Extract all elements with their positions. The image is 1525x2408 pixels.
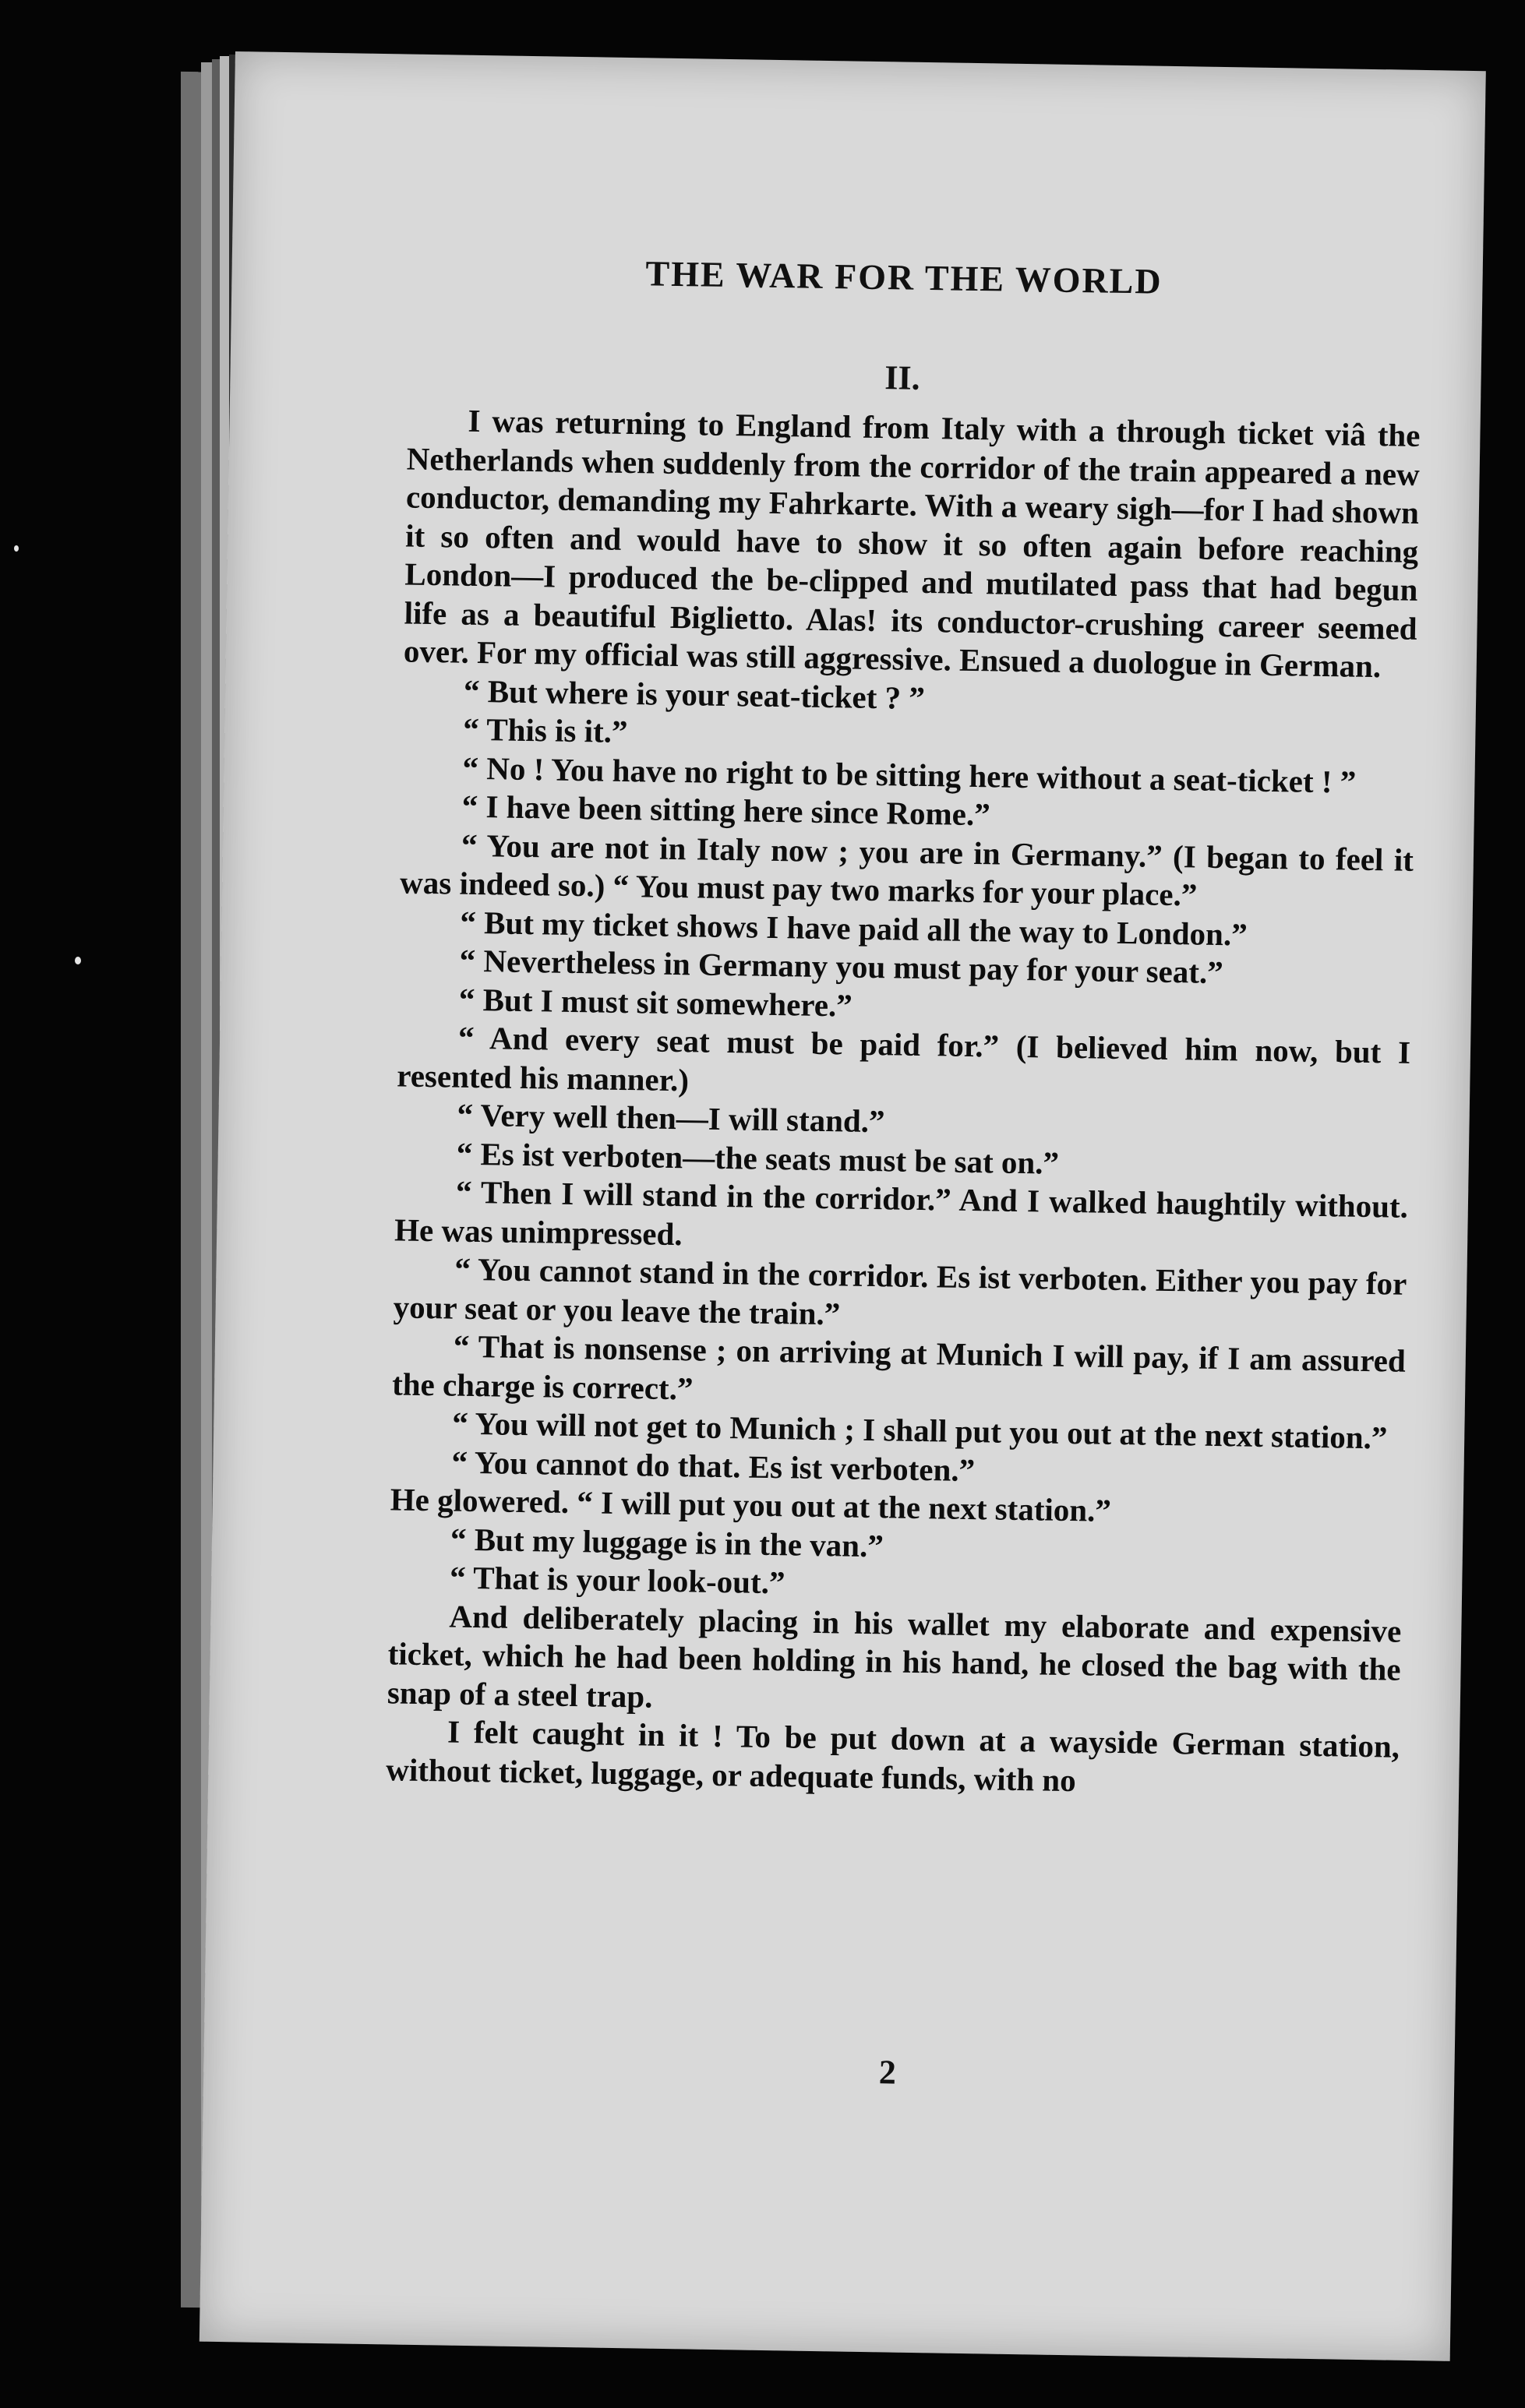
paragraph: He glowered. “ I will put you out at the next station.”: [390, 1481, 1112, 1528]
body-text: [386, 401, 1421, 1805]
page-number: 2: [878, 2053, 897, 2092]
paragraph: “ You are not in Italy now ; you are in Germany.” (I began to feel it was indeed so.) “ You must pay two marks for your place.”: [399, 827, 1414, 913]
section-number: II.: [884, 358, 921, 397]
speck: [14, 545, 19, 552]
paragraph: “ This is it.”: [463, 710, 628, 750]
paragraph: “ You cannot do that. Es ist verboten.”: [451, 1444, 976, 1488]
paragraph: “ And every seat must be paid for.” (I believed him now, but I resented his manner.): [397, 1019, 1411, 1098]
running-head: THE WAR FOR THE WORLD: [645, 253, 1163, 301]
paragraph: “ Es ist verboten—the seats must be sat on.”: [456, 1135, 1060, 1181]
paragraph: “ No ! You have no right to be sitting here without a seat-ticket ! ”: [462, 749, 1357, 800]
paragraph: I felt caught in it ! To be put down at a wayside German station, without ticket, luggage, or adequate funds, with no: [386, 1713, 1400, 1798]
paragraph: “ But where is your seat-ticket ? ”: [463, 672, 926, 716]
paragraph: “ Nevertheless in Germany you must pay for your seat.”: [459, 942, 1224, 991]
paragraph: And deliberately placing in his wallet my elaborate and expensive ticket, which he had been holding in his hand, he closed the bag with the snap of a steel trap.: [387, 1598, 1402, 1715]
paragraph: “ You cannot stand in the corridor. Es ist verboten. Either you pay for your seat or you leave the train.”: [393, 1250, 1407, 1331]
paragraph: “ You will not get to Munich ; I shall put you out at the next station.”: [452, 1405, 1388, 1456]
paragraph: “ Very well then—I will stand.”: [457, 1096, 885, 1140]
paragraph: “ That is nonsense ; on arriving at Munich I will pay, if I am assured the charge is correct.”: [391, 1327, 1407, 1406]
paragraph: “ Then I will stand in the corridor.” And I walked haughtily without. He was unimpressed.: [394, 1173, 1409, 1252]
speck: [75, 957, 81, 964]
paragraph: “ I have been sitting here since Rome.”: [461, 788, 991, 833]
book-edge: [181, 72, 201, 2308]
book-page: [199, 51, 1486, 2361]
paragraph: “ But my ticket shows I have paid all the way to London.”: [460, 904, 1248, 953]
paragraph: “ But I must sit somewhere.”: [458, 981, 853, 1024]
paragraph: “ But my luggage is in the van.”: [450, 1521, 884, 1564]
paragraph: I was returning to England from Italy with a through ticket viâ the Netherlands when suddenly from the corridor of the train appeared a new conductor, demanding my Fahrkarte. With a weary sigh—for I had shown it so often and would have to show it so often again before reaching London—I produced the be-clipped and mutilated pass that had begun life as a beautiful Biglietto. Alas! its conductor-crushing career seemed over. For my official was still aggressive. Ensued a duologue in German.: [403, 402, 1421, 685]
paragraph: “ That is your look-out.”: [449, 1559, 785, 1601]
